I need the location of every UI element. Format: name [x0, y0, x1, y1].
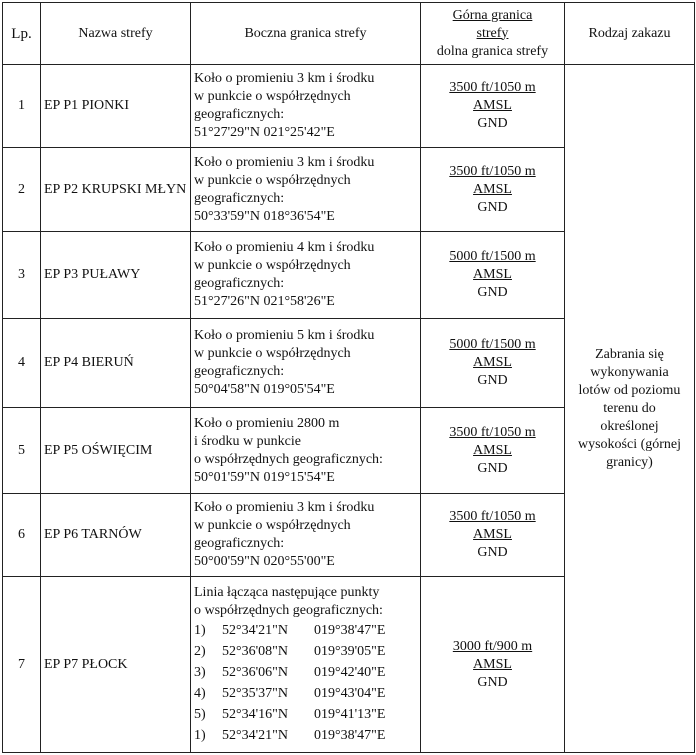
vertical-limits [421, 494, 565, 577]
boundary-text-line: w punkcie o współrzędnych [194, 518, 351, 533]
upper-limit: 3500 ft/1050 m [449, 80, 536, 95]
boundary-text-line: i środku w punkcie [194, 433, 301, 449]
center-coordinates: 50°33'59"N 018°36'54"E [194, 208, 335, 224]
header-zone-name: Nazwa strefy [41, 3, 191, 65]
lower-limit: GND [477, 460, 508, 476]
upper-limit-reference: AMSL [473, 98, 512, 113]
lateral-boundary [191, 65, 421, 148]
boundary-text-line: geograficznych: [194, 190, 285, 206]
zone-name: EP P3 PUŁAWY [41, 232, 191, 319]
boundary-points-list [194, 620, 417, 746]
boundary-text-line: Koło o promieniu 3 km i środku [194, 154, 375, 170]
boundary-text-line: Koło o promieniu 2800 m [194, 415, 340, 431]
boundary-text-line: o współrzędnych geograficznych: [194, 602, 383, 618]
header-vertical-limits [421, 3, 565, 65]
upper-limit: 5000 ft/1500 m [449, 249, 536, 264]
lower-limit: GND [477, 285, 508, 300]
header-upper-limit-line2: strefy [476, 25, 509, 41]
header-lateral-boundary: Boczna granica strefy [191, 3, 421, 65]
restriction-text-line: lotów od poziomu [578, 382, 681, 398]
point-longitude: 019°38'47"E [314, 622, 386, 638]
lateral-boundary [191, 494, 421, 577]
header-restriction-type: Rodzaj zakazu [565, 3, 695, 65]
upper-limit-reference: AMSL [473, 656, 512, 672]
zone-name: EP P4 BIERUŃ [41, 319, 191, 408]
upper-limit: 5000 ft/1500 m [449, 337, 536, 352]
lower-limit: GND [477, 373, 508, 388]
upper-limit-reference: AMSL [473, 442, 512, 458]
boundary-point [194, 725, 417, 746]
lateral-boundary [191, 148, 421, 232]
zone-name: EP P2 KRUPSKI MŁYN [41, 148, 191, 232]
lateral-boundary [191, 577, 421, 753]
point-latitude: 52°36'06"N [222, 664, 288, 680]
table-row [3, 65, 695, 148]
center-coordinates: 50°00'59"N 020°55'00"E [194, 554, 335, 569]
restriction-text-line: określonej [600, 418, 659, 434]
vertical-limits [421, 577, 565, 753]
header-lp: Lp. [3, 3, 41, 65]
boundary-text-line: geograficznych: [194, 536, 285, 551]
row-lp: 3 [3, 232, 41, 319]
restriction-type [565, 65, 695, 753]
point-number: 1) [194, 622, 206, 638]
restricted-zones-table [2, 2, 695, 753]
zone-name: EP P6 TARNÓW [41, 494, 191, 577]
row-lp: 7 [3, 577, 41, 753]
point-latitude: 52°34'21"N [222, 727, 288, 743]
boundary-text-line: geograficznych: [194, 276, 285, 291]
upper-limit: 3500 ft/1050 m [449, 509, 536, 524]
boundary-text-line: geograficznych: [194, 364, 285, 379]
boundary-text-line: o współrzędnych geograficznych: [194, 451, 383, 467]
zone-name: EP P1 PIONKI [41, 65, 191, 148]
point-longitude: 019°41'13"E [314, 706, 386, 722]
restriction-text-line: Zabrania się [595, 346, 664, 362]
upper-limit: 3500 ft/1050 m [449, 163, 536, 179]
boundary-text-line: geograficznych: [194, 107, 285, 122]
upper-limit-reference: AMSL [473, 355, 512, 370]
boundary-text-line: w punkcie o współrzędnych [194, 172, 351, 188]
boundary-text-line: Koło o promieniu 5 km i środku [194, 328, 375, 343]
boundary-text-line: w punkcie o współrzędnych [194, 346, 351, 361]
lateral-boundary [191, 232, 421, 319]
upper-limit: 3500 ft/1050 m [449, 424, 536, 440]
restriction-text-line: wykonywania [590, 364, 669, 380]
row-lp: 2 [3, 148, 41, 232]
center-coordinates: 50°04'58"N 019°05'54"E [194, 382, 335, 397]
lower-limit: GND [477, 199, 508, 215]
point-latitude: 52°36'08"N [222, 643, 288, 659]
boundary-text-line: w punkcie o współrzędnych [194, 258, 351, 273]
point-number: 2) [194, 643, 206, 659]
boundary-point [194, 683, 417, 704]
lower-limit: GND [477, 545, 508, 560]
row-lp: 6 [3, 494, 41, 577]
vertical-limits [421, 232, 565, 319]
boundary-text-line: w punkcie o współrzędnych [194, 89, 351, 104]
point-number: 1) [194, 727, 206, 743]
boundary-point [194, 620, 417, 641]
point-longitude: 019°38'47"E [314, 727, 386, 743]
vertical-limits [421, 319, 565, 408]
zone-name: EP P5 OŚWIĘCIM [41, 408, 191, 494]
boundary-text-line: Koło o promieniu 3 km i środku [194, 71, 375, 86]
boundary-text-line: Koło o promieniu 4 km i środku [194, 240, 375, 255]
center-coordinates: 50°01'59"N 019°15'54"E [194, 469, 335, 485]
lower-limit: GND [477, 674, 508, 690]
center-coordinates: 51°27'29"N 021°25'42"E [194, 125, 335, 140]
boundary-point [194, 704, 417, 725]
point-number: 5) [194, 706, 206, 722]
header-lower-limit: dolna granica strefy [436, 43, 549, 59]
vertical-limits [421, 148, 565, 232]
vertical-limits [421, 408, 565, 494]
boundary-point [194, 662, 417, 683]
row-lp: 4 [3, 319, 41, 408]
upper-limit-reference: AMSL [473, 267, 512, 282]
restriction-text-line: granicy) [606, 454, 653, 470]
point-number: 3) [194, 664, 206, 680]
point-number: 4) [194, 685, 206, 701]
boundary-point [194, 641, 417, 662]
point-latitude: 52°34'16"N [222, 706, 288, 722]
boundary-text-line: Koło o promieniu 3 km i środku [194, 500, 375, 515]
restriction-text-line: wysokości (górnej [577, 436, 682, 452]
lateral-boundary [191, 319, 421, 408]
lateral-boundary [191, 408, 421, 494]
upper-limit-reference: AMSL [473, 527, 512, 542]
point-latitude: 52°34'21"N [222, 622, 288, 638]
point-longitude: 019°39'05"E [314, 643, 386, 659]
point-longitude: 019°43'04"E [314, 685, 386, 701]
point-latitude: 52°35'37"N [222, 685, 288, 701]
center-coordinates: 51°27'26"N 021°58'26"E [194, 294, 335, 309]
header-upper-limit-line1: Górna granica [452, 7, 533, 23]
upper-limit: 3000 ft/900 m [452, 638, 533, 654]
vertical-limits [421, 65, 565, 148]
boundary-text-line: Linia łącząca następujące punkty [194, 584, 380, 600]
upper-limit-reference: AMSL [473, 181, 512, 197]
table-header-row [3, 3, 695, 65]
lower-limit: GND [477, 116, 508, 131]
row-lp: 1 [3, 65, 41, 148]
restriction-text-line: terenu do [603, 400, 656, 416]
row-lp: 5 [3, 408, 41, 494]
point-longitude: 019°42'40"E [314, 664, 386, 680]
zone-name: EP P7 PŁOCK [41, 577, 191, 753]
